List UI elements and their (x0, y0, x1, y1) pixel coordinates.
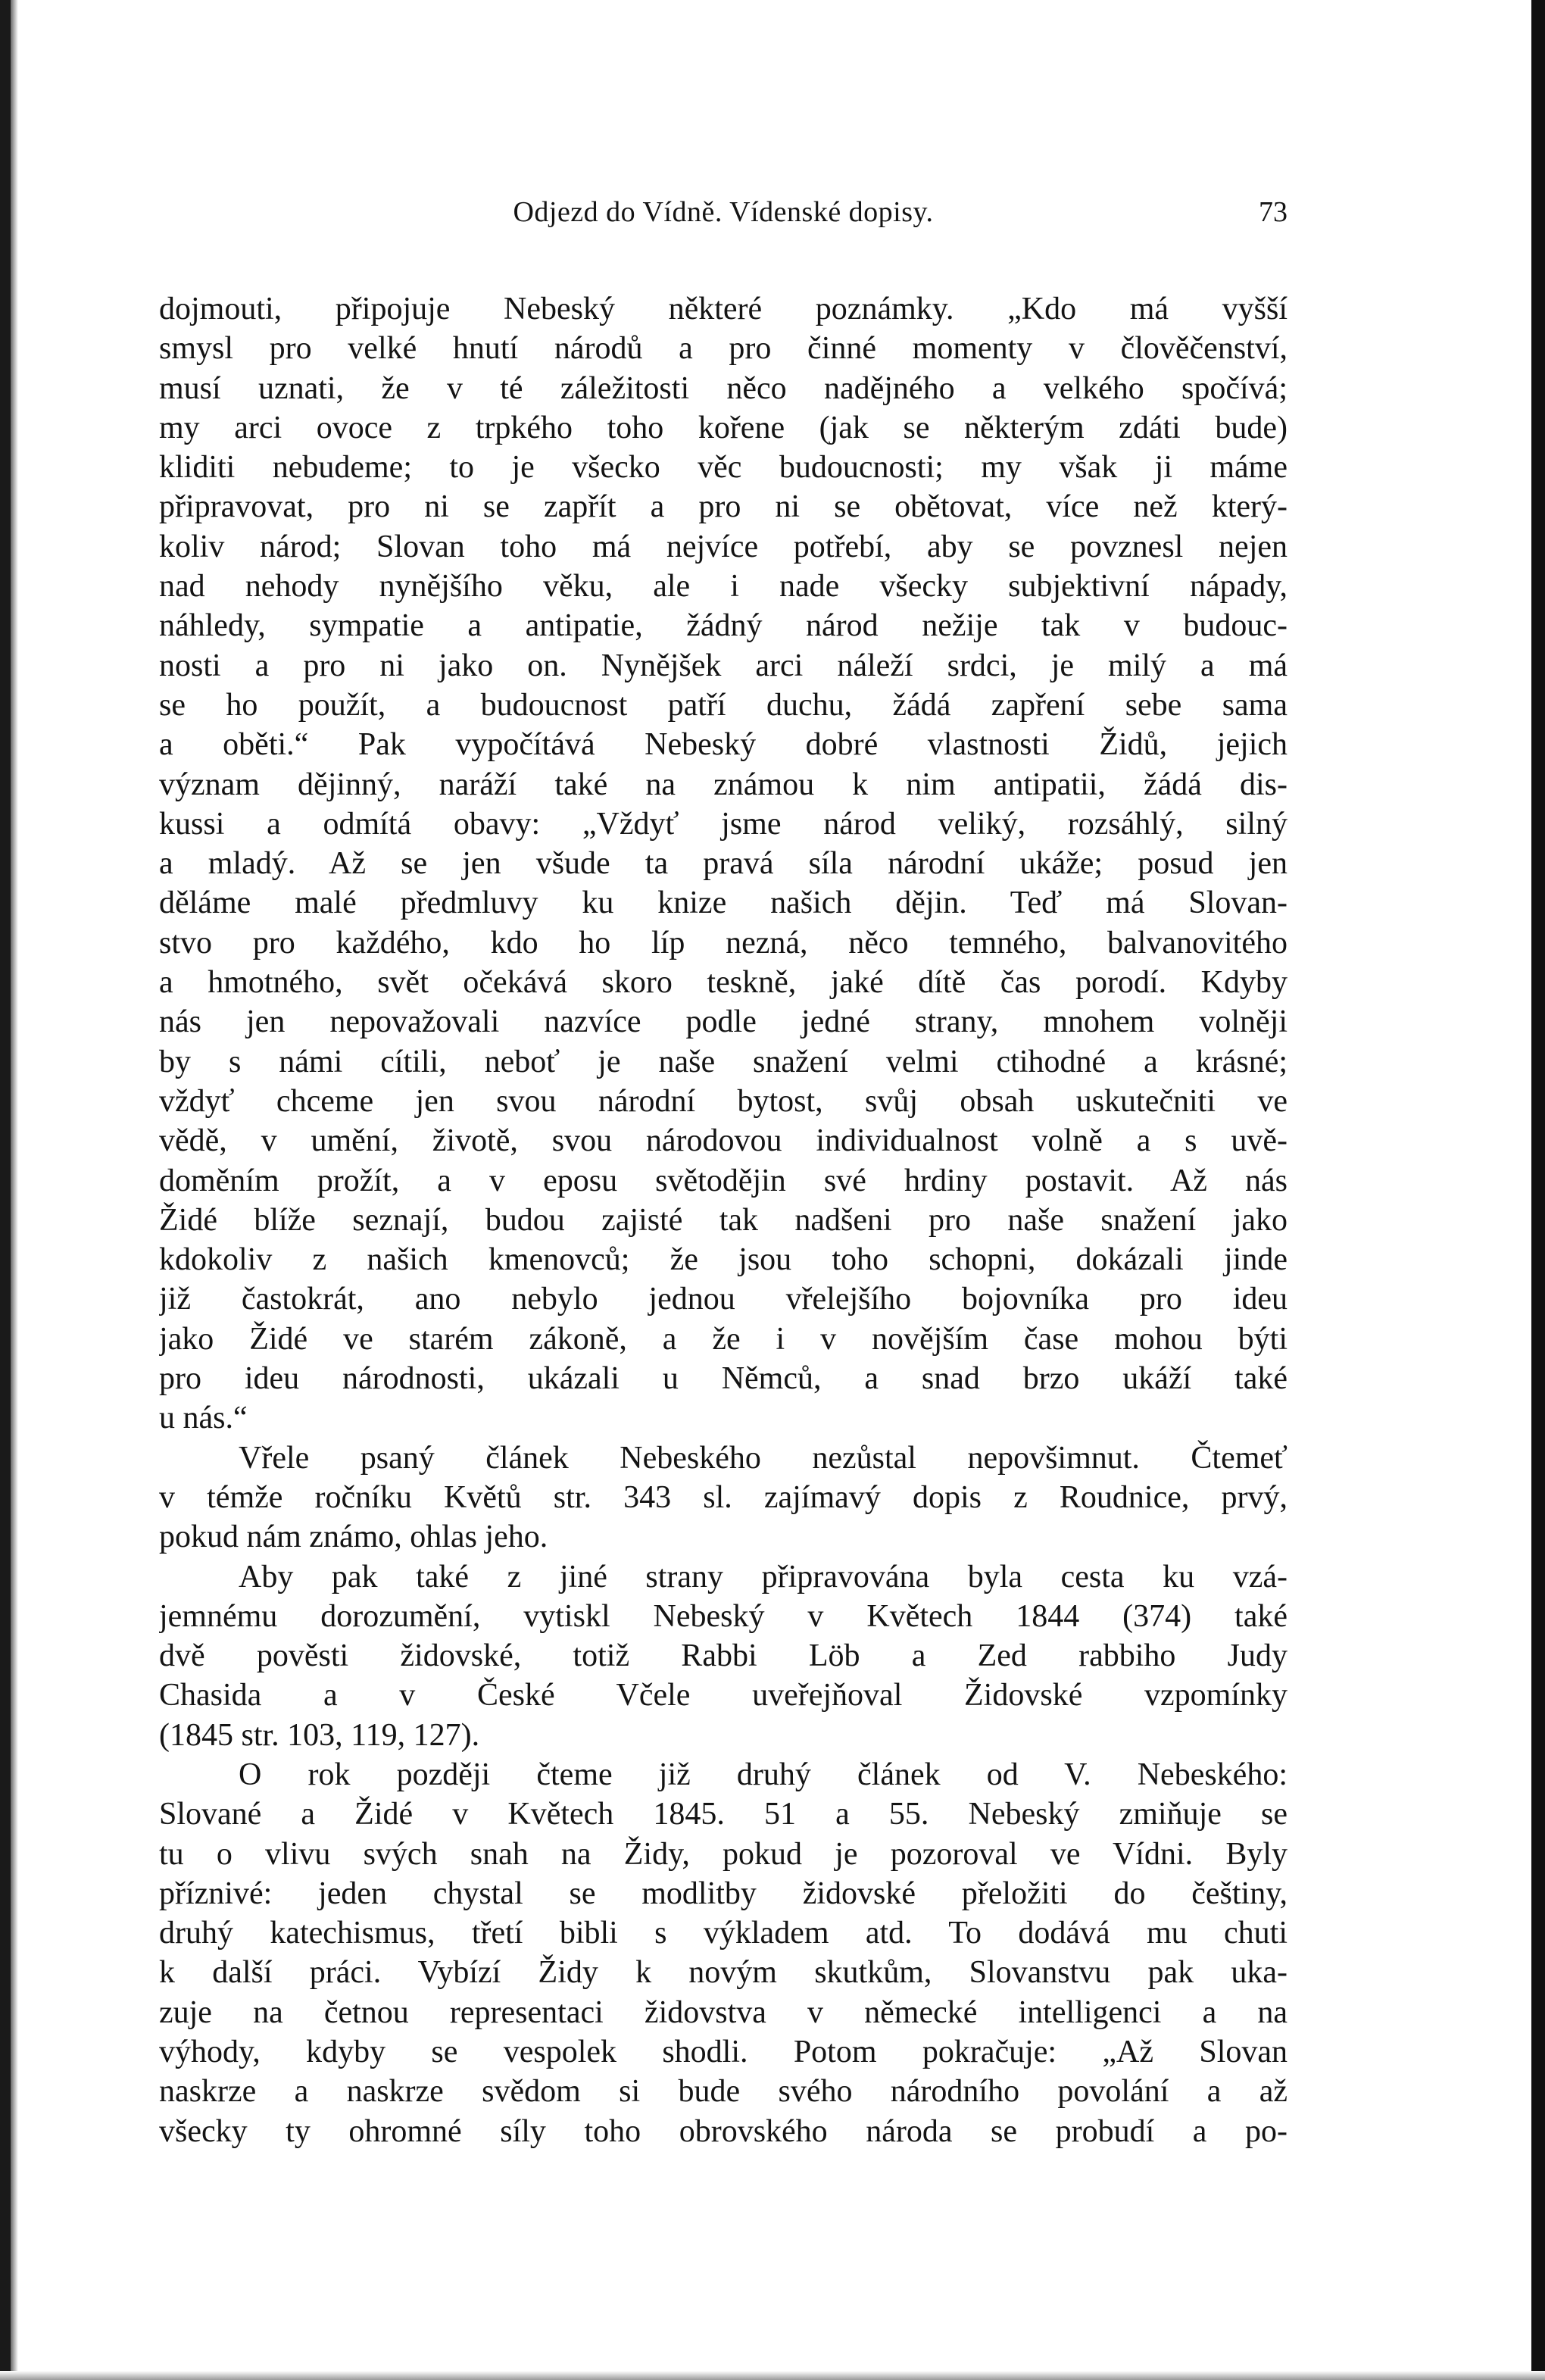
text-line: Vřele psaný článek Nebeského nezůstal nepovšimnut. Čtemeť (239, 1440, 1288, 1476)
scan-border-bottom (0, 2371, 1545, 2380)
text-line: naskrze a naskrze svědom si bude svého národního povolání a až (159, 2074, 1288, 2110)
text-line: O rok později čteme již druhý článek od V. Nebeského: (239, 1757, 1288, 1792)
text-line: druhý katechismus, třetí bibli s výkladem atd. To dodává mu chuti (159, 1916, 1288, 1951)
text-line: stvo pro každého, kdo ho líp nezná, něco temného, balvanovitého (159, 925, 1288, 960)
text-line: a mladý. Až se jen všude ta pravá síla národní ukáže; posud jen (159, 846, 1288, 882)
text-line: doměním prožít, a v eposu světodějin své hrdiny postavit. Až nás (159, 1163, 1288, 1198)
text-line: kdokoliv z našich kmenovců; že jsou toho schopni, dokázali jinde (159, 1242, 1288, 1278)
text-line: zuje na četnou representaci židovstva v německé intelligenci a na (159, 1994, 1288, 2030)
text-line: tu o vlivu svých snah na Židy, pokud je pozoroval ve Vídni. Byly (159, 1836, 1288, 1872)
text-line: výhody, kdyby se vespolek shodli. Potom pokračuje: „Až Slovan (159, 2035, 1288, 2070)
text-line: nás jen nepovažovali nazvíce podle jedné strany, mnohem volněji (159, 1004, 1288, 1040)
text-line: dojmouti, připojuje Nebeský některé poznámky. „Kdo má vyšší (159, 292, 1288, 326)
text-line: Židé blíže seznají, budou zajisté tak nadšeni pro naše snažení jako (159, 1202, 1288, 1238)
text-line: jemnému dorozumění, vytiskl Nebeský v Květech 1844 (374) také (159, 1598, 1288, 1634)
text-line: význam dějinný, naráží také na známou k nim antipatii, žádá dis- (159, 767, 1288, 802)
text-line: již častokrát, ano nebylo jednou vřelejšího bojovníka pro ideu (159, 1282, 1288, 1317)
text-line: musí uznati, že v té záležitosti něco nadějného a velkého spočívá; (159, 370, 1288, 406)
text-line: k další práci. Vybízí Židy k novým skutkům, Slovanstvu pak uka- (159, 1955, 1288, 1991)
text-line: vědě, v umění, životě, svou národovou individualnost volně a s uvě- (159, 1123, 1288, 1159)
text-line: (1845 str. 103, 119, 127). (159, 1717, 480, 1753)
text-line: kliditi nebudeme; to je všecko věc budoucnosti; my však ji máme (159, 450, 1288, 486)
text-line: náhledy, sympatie a antipatie, žádný národ nežije tak v budouc- (159, 608, 1288, 644)
scan-border-left (0, 0, 11, 2380)
scan-border-right (1531, 0, 1545, 2380)
text-line: pokud nám známo, ohlas jeho. (159, 1520, 548, 1555)
text-line: vždyť chceme jen svou národní bytost, svůj obsah uskutečniti ve (159, 1083, 1288, 1119)
text-line: kussi a odmítá obavy: „Vždyť jsme národ veliký, rozsáhlý, silný (159, 806, 1288, 842)
text-line: dvě pověsti židovské, totiž Rabbi Löb a Zed rabbiho Judy (159, 1638, 1288, 1674)
text-line: Chasida a v České Včele uveřejňoval Židovské vzpomínky (159, 1678, 1288, 1713)
text-line: u nás.“ (159, 1401, 248, 1436)
text-line: my arci ovoce z trpkého toho kořene (jak se některým zdáti bude) (159, 410, 1288, 445)
scan-border-left-shadow (11, 0, 18, 2380)
text-line: by s námi cítili, neboť je naše snažení velmi ctihodné a krásné; (159, 1044, 1288, 1079)
text-line: nosti a pro ni jako on. Nynějšek arci náleží srdci, je milý a má (159, 648, 1288, 683)
text-line: Aby pak také z jiné strany připravována byla cesta ku vzá- (239, 1559, 1288, 1594)
text-line: koliv národ; Slovan toho má nejvíce potřebí, aby se povznesl nejen (159, 529, 1288, 564)
text-line: pro ideu národnosti, ukázali u Němců, a snad brzo ukáží také (159, 1361, 1288, 1397)
text-line: a hmotného, svět očekává skoro teskně, jaké dítě čas porodí. Kdyby (159, 965, 1288, 1001)
page-number: 73 (1259, 196, 1288, 228)
text-line: Slované a Židé v Květech 1845. 51 a 55. Nebeský zmiňuje se (159, 1797, 1288, 1832)
text-line: všecky ty ohromné síly toho obrovského národa se probudí a po- (159, 2113, 1288, 2149)
text-line: příznivé: jeden chystal se modlitby židovské přeložiti do češtiny, (159, 1876, 1288, 1911)
text-line: děláme malé předmluvy ku knize našich dějin. Teď má Slovan- (159, 885, 1288, 921)
running-title: Odjezd do Vídně. Vídenské dopisy. (513, 196, 934, 228)
text-line: a oběti.“ Pak vypočítává Nebeský dobré vlastnosti Židů, jejich (159, 727, 1288, 763)
text-line: smysl pro velké hnutí národů a pro činné momenty v člověčenství, (159, 331, 1288, 367)
text-line: se ho použít, a budoucnost patří duchu, žádá zapření sebe sama (159, 687, 1288, 723)
page-header (159, 195, 1288, 241)
body-text (159, 289, 1288, 2151)
text-line: jako Židé ve starém zákoně, a že i v novějším čase mohou býti (159, 1321, 1288, 1357)
text-line: v témže ročníku Květů str. 343 sl. zajímavý dopis z Roudnice, prvý, (159, 1479, 1288, 1515)
text-line: nad nehody nynějšího věku, ale i nade všecky subjektivní nápady, (159, 569, 1288, 604)
text-line: připravovat, pro ni se zapřít a pro ni se obětovat, více než který- (159, 489, 1288, 525)
